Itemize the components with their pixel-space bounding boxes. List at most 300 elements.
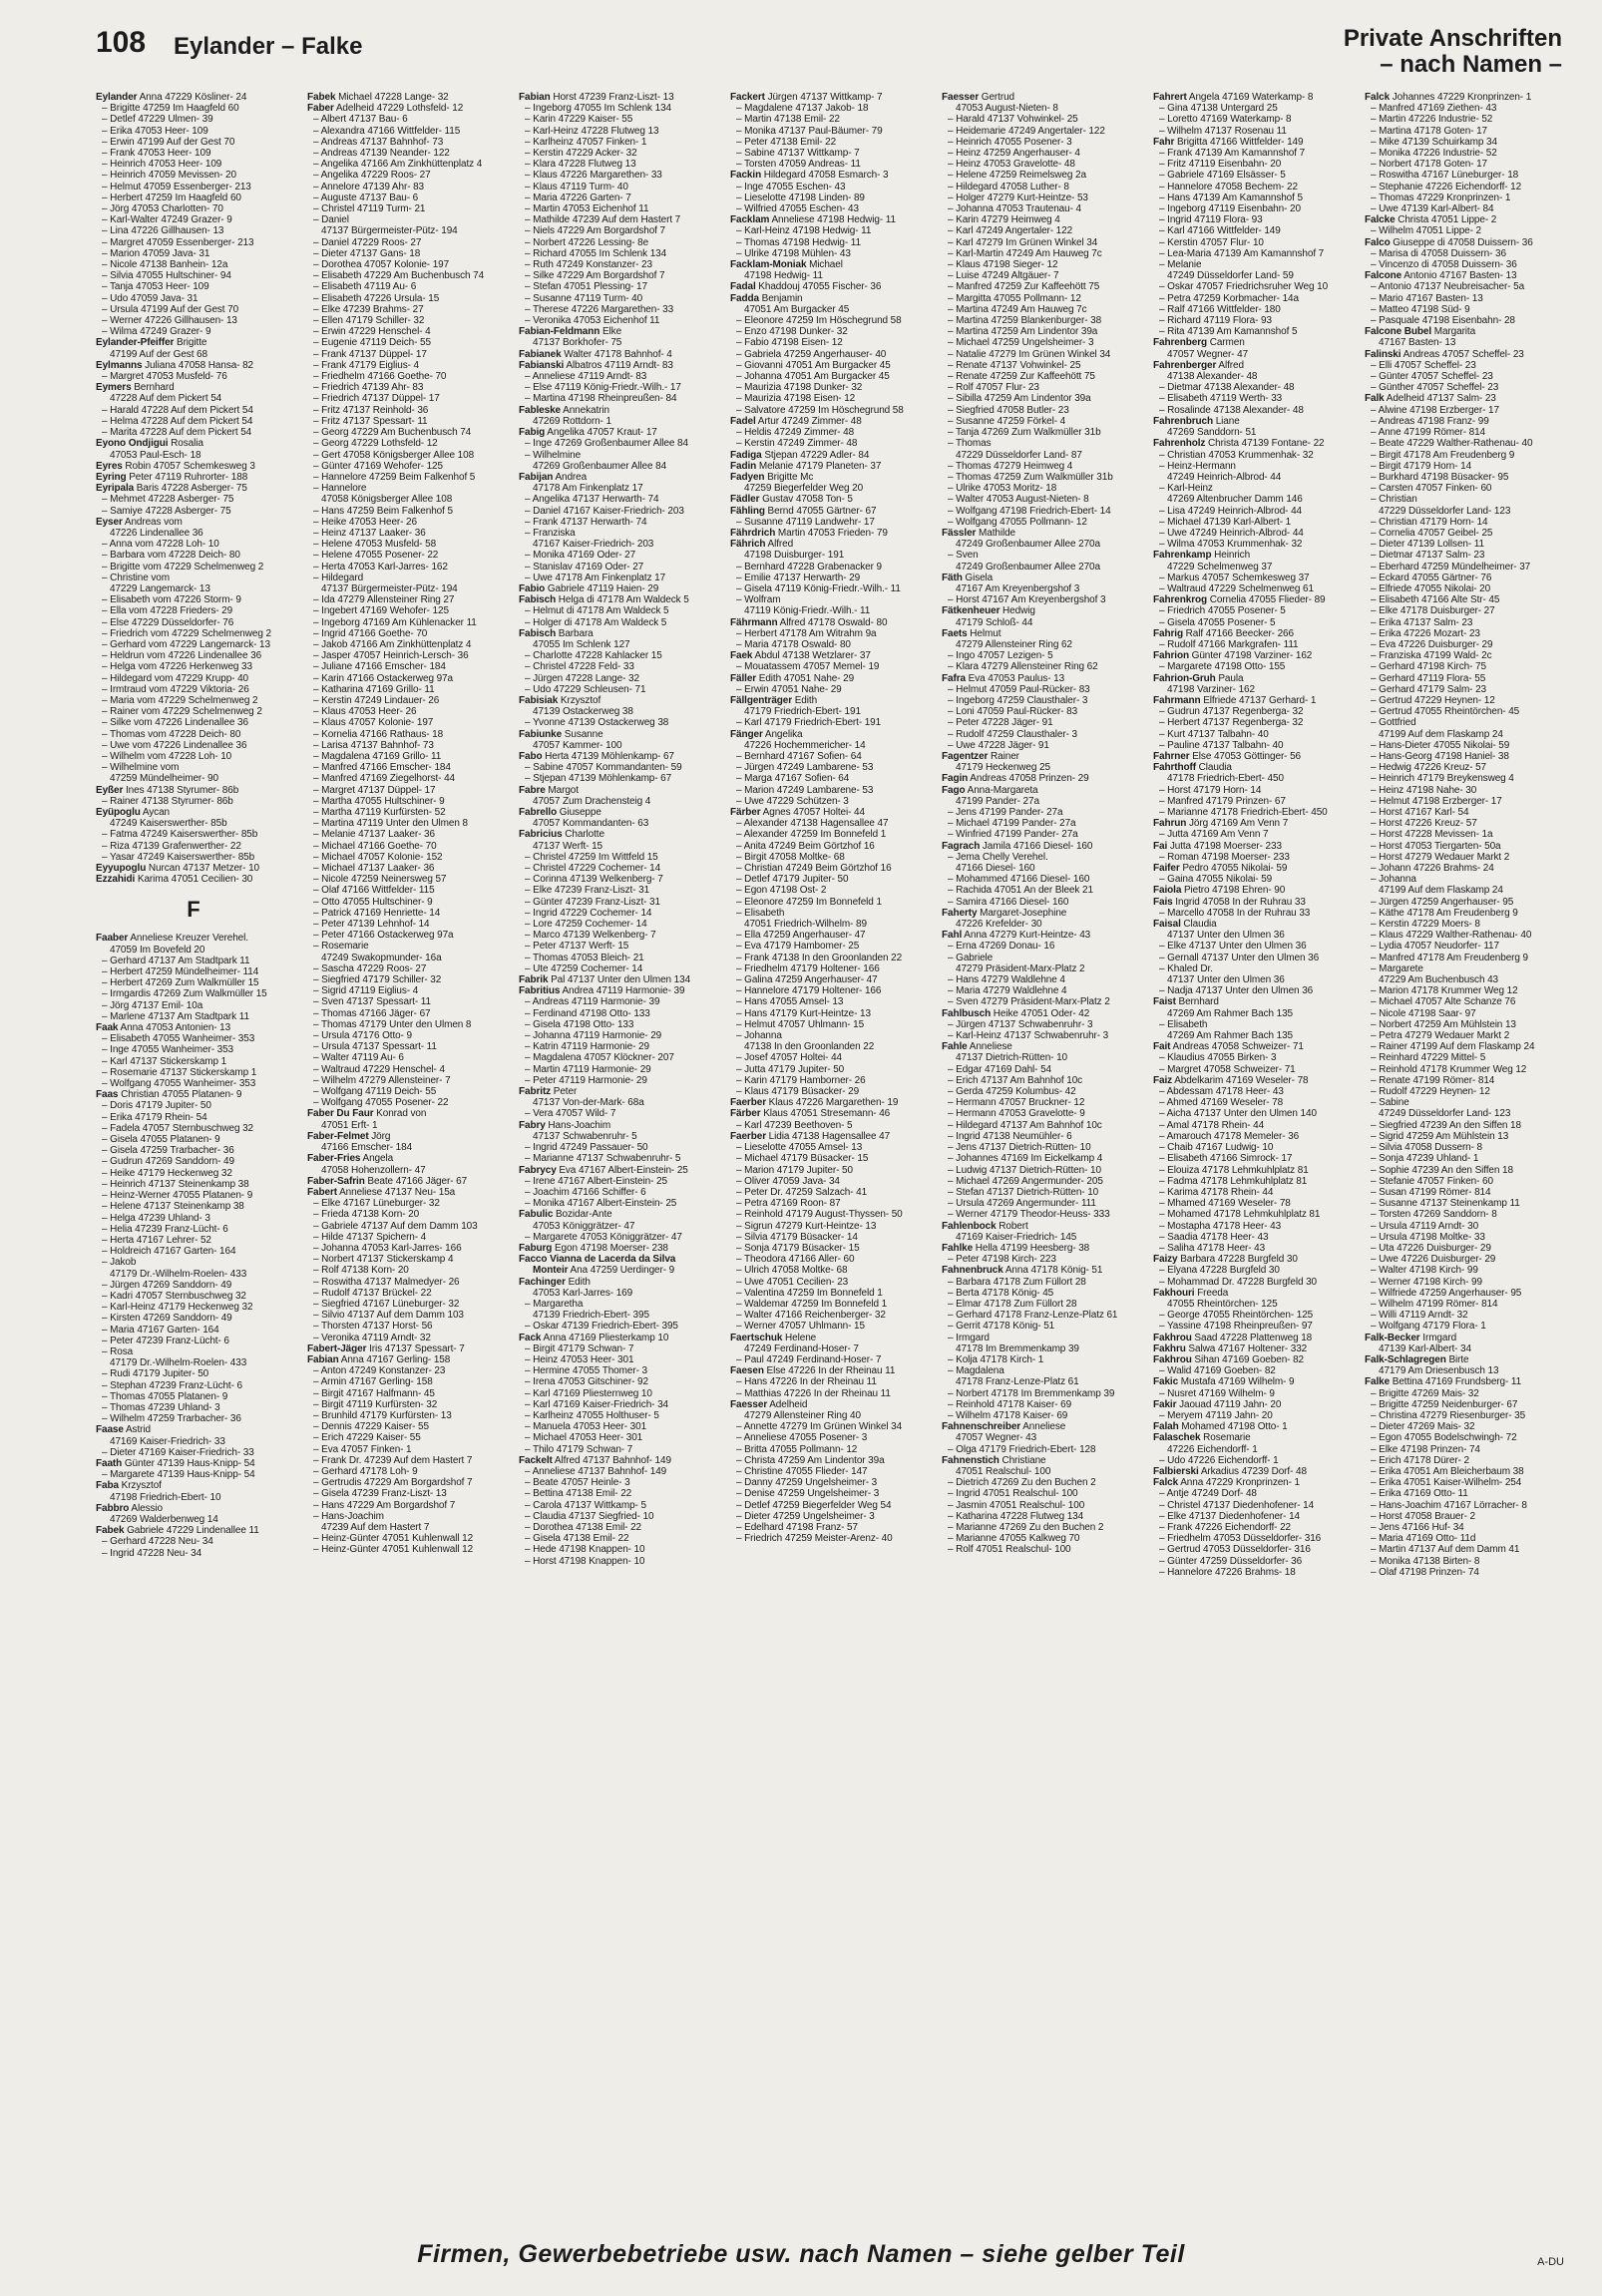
entry-details: Agnes 47057 Holtei- 44 — [760, 807, 865, 818]
listing-entry — [1365, 1153, 1568, 1164]
listing-entry — [730, 583, 926, 594]
listing-entry-surname — [730, 293, 926, 304]
entry-details: Anna-Margareta — [965, 784, 1038, 796]
listing-entry — [730, 192, 926, 203]
entry-details: 47051 Erft- 1 — [321, 1119, 378, 1131]
surname: Fakic — [1153, 1376, 1179, 1388]
listing-entry-surname — [942, 573, 1137, 583]
entry-details: – Loni 47059 Paul-Rücker- 83 — [948, 706, 1078, 718]
listing-entry — [1365, 796, 1568, 807]
entry-details: – Manfred 47169 Ziethen- 43 — [1371, 103, 1497, 115]
listing-entry — [96, 1302, 291, 1313]
entry-details: Gabriele 47229 Lindenallee 11 — [124, 1525, 259, 1537]
entry-details: – Lisa 47249 Heinrich-Albrod- 44 — [1159, 505, 1302, 517]
entry-details: – Erich 47178 Dürer- 2 — [1371, 1454, 1469, 1466]
listing-entry-surname — [519, 751, 714, 762]
entry-details: – Alwine 47198 Erzberger- 17 — [1371, 404, 1499, 416]
entry-details: – Ingrid 47138 Neumühler- 6 — [948, 1130, 1072, 1142]
listing-entry — [730, 337, 926, 348]
entry-details: 47137 Werft- 15 — [533, 840, 603, 852]
listing-entry — [1365, 1232, 1568, 1243]
entry-details: – Daniel 47229 Roos- 27 — [313, 236, 422, 248]
listing-entry — [1365, 1466, 1568, 1477]
listing-entry — [96, 695, 291, 706]
entry-details: – Rachida 47051 An der Bleek 21 — [948, 885, 1093, 897]
surname: Faiz — [1153, 1074, 1173, 1086]
entry-details: – Hans-Joachim — [313, 1510, 384, 1522]
listing-entry-continuation — [942, 1052, 1137, 1063]
entry-details: – Alexander 47259 Im Bonnefeld 1 — [736, 829, 887, 841]
listing-entry-surname — [1365, 393, 1568, 404]
listing-entry — [942, 126, 1137, 137]
entry-details: – Gertrud 47055 Rheintörchen- 45 — [1371, 706, 1520, 718]
listing-entry-continuation — [519, 740, 714, 751]
entry-details: – Dennis 47229 Kaiser- 55 — [313, 1421, 429, 1433]
entry-details: – Nadja 47137 Unter den Ulmen 36 — [1159, 985, 1314, 997]
entry-details: – Eugenie 47119 Deich- 55 — [313, 337, 431, 349]
listing-entry — [1153, 874, 1349, 885]
entry-details: 47269 Am Rahmer Bach 135 — [1167, 1030, 1294, 1042]
entry-details: – Fadela 47057 Sternbuschweg 32 — [102, 1122, 254, 1134]
listing-entry-continuation — [730, 304, 926, 315]
entry-details: – Gottfried — [1371, 717, 1416, 729]
listing-entry — [730, 639, 926, 650]
listing-entry — [1153, 829, 1349, 840]
entry-details: – Marcello 47058 In der Ruhrau 33 — [1159, 907, 1311, 919]
listing-entry-surname — [730, 695, 926, 706]
listing-entry — [519, 852, 714, 863]
listing-entry — [1365, 617, 1568, 628]
entry-details: – Rosa — [102, 1345, 134, 1357]
listing-entry — [307, 874, 503, 885]
entry-details: – Gerhard 47178 Franz-Lenze-Platz 61 — [948, 1310, 1118, 1322]
entry-details: – Elouiza 47178 Lehmkuhlplatz 81 — [1159, 1164, 1309, 1176]
entry-details: – Elisabeth 47119 Werth- 33 — [1159, 393, 1283, 405]
entry-details: Brigitte — [174, 337, 207, 349]
entry-details: – Dieter 47169 Kaiser-Friedrich- 33 — [102, 1446, 254, 1458]
listing-entry-surname — [1153, 1343, 1349, 1354]
entry-details: – Mostapha 47178 Heer- 43 — [1159, 1220, 1282, 1232]
listing-entry — [519, 1176, 714, 1187]
entry-details: – Holdreich 47167 Garten- 164 — [102, 1246, 236, 1258]
entry-details: – Antonio 47137 Neubreisacher- 5a — [1371, 281, 1525, 293]
entry-details: – Maria 47226 Garten- 7 — [525, 191, 631, 203]
entry-details: – Kerstin 47057 Flur- 10 — [1159, 236, 1264, 248]
listing-entry-surname — [96, 863, 291, 874]
entry-details: – Sophie 47239 An den Siffen 18 — [1371, 1164, 1513, 1176]
listing-entry — [1153, 740, 1349, 751]
surname: Fabian-Feldmann — [519, 326, 601, 338]
entry-details: – Ingeborg 47119 Eisenbahn- 20 — [1159, 203, 1301, 215]
entry-details: Ralf 47166 Beecker- 266 — [1182, 627, 1294, 639]
listing-entry — [519, 1052, 714, 1063]
entry-details: – Heldrun vom 47226 Lindenallee 36 — [102, 650, 262, 662]
entry-details: – Ingrid 47228 Neu- 34 — [102, 1547, 202, 1559]
listing-entry — [96, 1179, 291, 1190]
entry-details: – Theodora 47166 Aller- 60 — [736, 1254, 855, 1266]
entry-details: – Klaus 47119 Turm- 40 — [525, 181, 628, 192]
surname: Faerber — [730, 1130, 766, 1142]
entry-details: – Kirsten 47269 Sanddorn- 49 — [102, 1313, 232, 1325]
listing-entry — [942, 214, 1137, 225]
entry-details: Jutta 47198 Moerser- 233 — [1167, 840, 1282, 852]
listing-entry-continuation — [1365, 506, 1568, 517]
entry-details: – Peter 47228 Jäger- 91 — [948, 717, 1053, 729]
listing-entry-surname — [307, 1187, 503, 1198]
entry-details: – Peter 47137 Werft- 15 — [525, 941, 629, 953]
listing-entry — [519, 562, 714, 573]
entry-details: – Wolfgang 47055 Posener- 22 — [313, 1097, 449, 1109]
listing-entry-continuation — [942, 103, 1137, 114]
entry-details: – Martina 47259 Blankenburger- 38 — [948, 315, 1102, 327]
listing-entry — [942, 1511, 1137, 1522]
surname: Fabio — [519, 582, 546, 594]
listing-entry — [1365, 293, 1568, 304]
listing-entry — [1365, 1086, 1568, 1097]
entry-details: – Christine 47055 Flieder- 147 — [736, 1465, 868, 1477]
listing-entry — [307, 762, 503, 773]
entry-details: – Karl 47169 Pliesternweg 10 — [525, 1387, 652, 1399]
entry-details: – Tanja 47053 Heer- 109 — [102, 281, 209, 293]
listing-entry — [942, 1388, 1137, 1399]
listing-entry — [730, 996, 926, 1007]
entry-details: – Michael 47139 Karl-Albert- 1 — [1159, 516, 1292, 528]
entry-details: – Renate 47137 Vohwinkel- 25 — [948, 359, 1081, 371]
listing-entry-continuation — [730, 1343, 926, 1354]
listing-entry — [942, 1142, 1137, 1153]
listing-entry — [519, 1008, 714, 1019]
listing-entry — [519, 1198, 714, 1209]
entry-details: – Jens 47166 Huf- 34 — [1371, 1522, 1464, 1533]
listing-entry — [730, 1288, 926, 1299]
entry-details: – Frank Dr. 47239 Auf dem Hastert 7 — [313, 1454, 473, 1466]
entry-details: – Wilhelm 47178 Kaiser- 69 — [948, 1409, 1068, 1421]
entry-details: – Eberhard 47259 Mündelheimer- 37 — [1371, 561, 1531, 573]
surname: Fabek — [96, 1525, 125, 1537]
listing-entry — [96, 717, 291, 728]
entry-details: – Sabine 47137 Wittkamp- 7 — [736, 148, 860, 160]
listing-entry — [730, 1421, 926, 1432]
entry-details: Anneliese Kreuzer Verehel. — [128, 933, 248, 945]
entry-details: Mathilde — [976, 527, 1016, 539]
listing-entry — [1153, 1019, 1349, 1030]
entry-details: – Ursula 47176 Otto- 9 — [313, 1030, 412, 1042]
entry-details: Helmut — [967, 627, 1001, 639]
entry-details: – Peter 47139 Lehnhof- 14 — [313, 919, 430, 931]
entry-details: 47226 Hochemmericher- 14 — [744, 739, 866, 751]
entry-details: 47259 Biegerfelder Weg 20 — [744, 483, 864, 495]
listing-entry — [1153, 807, 1349, 818]
entry-details: – Wilhelm 47199 Römer- 814 — [1371, 1298, 1498, 1310]
listing-column-7 — [1365, 92, 1568, 2180]
surname: Fahrenbruch — [1153, 415, 1214, 427]
entry-details: Adelheid 47137 Salm- 23 — [1384, 393, 1496, 405]
listing-entry — [942, 1444, 1137, 1455]
listing-entry-surname — [942, 628, 1137, 639]
entry-details: Claudia — [1195, 762, 1232, 774]
listing-entry — [1365, 1254, 1568, 1265]
listing-entry — [942, 225, 1137, 236]
entry-details: 47139 Friedrich-Ebert- 395 — [533, 1310, 649, 1322]
entry-details: Artur 47249 Zimmer- 48 — [755, 415, 862, 427]
entry-details: – Frank 47053 Heer- 109 — [102, 148, 211, 160]
entry-details: – Joachim 47166 Schiffer- 6 — [525, 1186, 646, 1198]
entry-details: – Jasper 47057 Heinrich-Lersch- 36 — [313, 650, 469, 662]
entry-details: – Wolfgang 47198 Friedrich-Ebert- 14 — [948, 505, 1111, 517]
entry-details: – Rudolf 47166 Markgrafen- 111 — [1159, 638, 1299, 650]
surname: Faiola — [1153, 885, 1182, 897]
listing-entry — [1153, 405, 1349, 416]
listing-entry — [942, 203, 1137, 214]
listing-entry — [1365, 438, 1568, 449]
listing-entry-surname — [307, 103, 503, 114]
entry-details: – Christa 47259 Am Lindentor 39a — [736, 1454, 885, 1466]
listing-entry — [730, 885, 926, 896]
listing-entry — [730, 1243, 926, 1254]
listing-entry — [519, 1556, 714, 1567]
listing-entry — [1365, 573, 1568, 583]
entry-details: – Kerstin 47229 Acker- 32 — [525, 148, 637, 160]
entry-details: Herta 47139 Möhlenkamp- 67 — [542, 750, 674, 762]
entry-details: 47279 Präsident-Marx-Platz 2 — [956, 962, 1085, 974]
entry-details: – Ulrike 47198 Mühlen- 43 — [736, 247, 851, 259]
entry-details: – Veronika 47053 Eichenhof 11 — [525, 315, 660, 327]
listing-entry-continuation — [96, 945, 291, 956]
listing-entry — [307, 405, 503, 416]
surname: Fahnenschreiber — [942, 1421, 1021, 1433]
listing-entry — [1365, 919, 1568, 930]
surname: Fakhrou — [1153, 1332, 1192, 1343]
entry-details: – Friedrich 47137 Düppel- 17 — [313, 393, 440, 405]
listing-entry — [1365, 1243, 1568, 1254]
surname: Fait — [1153, 1041, 1171, 1053]
entry-details: – Ingrid 47166 Goethe- 70 — [313, 627, 428, 639]
listing-entry — [307, 1232, 503, 1243]
listing-entry — [942, 248, 1137, 259]
entry-details: – Silke vom 47226 Lindenallee 36 — [102, 717, 248, 729]
listing-entry — [96, 1078, 291, 1089]
entry-details: – Klaus 47179 Büsacker- 29 — [736, 1086, 860, 1098]
entry-details: – Magdalena 47169 Grillo- 11 — [313, 750, 442, 762]
listing-entry — [519, 1232, 714, 1243]
listing-entry — [519, 1142, 714, 1153]
entry-details: – Herbert 47259 Im Haagfeld 60 — [102, 191, 241, 203]
listing-entry — [942, 405, 1137, 416]
surname: Faisal — [1153, 919, 1181, 931]
listing-entry — [307, 996, 503, 1007]
listing-entry-surname — [96, 1424, 291, 1435]
listing-entry — [1365, 1288, 1568, 1299]
entry-details: Hedwig — [1000, 605, 1035, 617]
entry-details: – Uwe 47249 Heinrich-Albrod- 44 — [1159, 527, 1304, 539]
listing-entry — [307, 371, 503, 382]
entry-details: – Ludwig 47137 Dietrich-Rütten- 10 — [948, 1164, 1101, 1176]
listing-entry — [519, 382, 714, 393]
listing-entry-surname — [1153, 550, 1349, 561]
listing-entry — [96, 281, 291, 292]
listing-entry — [942, 393, 1137, 404]
entry-details: 47249 Heinrich-Albrod- 44 — [1167, 471, 1282, 483]
entry-details: – Peter 47166 Ostackerweg 97a — [313, 930, 454, 942]
listing-entry-surname — [1153, 438, 1349, 449]
entry-details: – Klaudius 47055 Birken- 3 — [1159, 1052, 1277, 1064]
entry-details: – Holger 47279 Kurt-Heintze- 53 — [948, 191, 1088, 203]
listing-entry — [942, 1131, 1137, 1142]
listing-entry — [96, 673, 291, 684]
entry-details: Giuseppe di 47058 Duissern- 36 — [1390, 236, 1533, 248]
entry-details: – Eckard 47055 Gärtner- 76 — [1371, 572, 1492, 583]
entry-details: – Elisabeth vom 47226 Storm- 9 — [102, 594, 241, 606]
listing-entry-surname — [1153, 1421, 1349, 1432]
listing-entry — [942, 1277, 1137, 1288]
surname: Fagin — [942, 773, 969, 785]
surname: Falk-Becker — [1365, 1332, 1420, 1343]
surname: Falbierski — [1153, 1465, 1199, 1477]
entry-details: – Maurizia 47198 Dunker- 32 — [736, 382, 863, 394]
listing-entry — [96, 1224, 291, 1235]
entry-details: – Meryem 47119 Jahn- 20 — [1159, 1409, 1273, 1421]
entry-details: – Hede 47198 Knappen- 10 — [525, 1544, 645, 1556]
listing-entry — [1365, 1477, 1568, 1488]
entry-details: – Walter 47198 Kirch- 99 — [1371, 1265, 1478, 1277]
entry-details: – Barbara 47178 Zum Füllort 28 — [948, 1276, 1086, 1288]
entry-details: – Alexandra 47166 Wittfelder- 115 — [313, 125, 461, 137]
entry-details: – Karin 47166 Ostackerweg 97a — [313, 672, 453, 684]
listing-entry-surname — [519, 985, 714, 996]
listing-entry — [1365, 450, 1568, 461]
entry-details: Anneliese 47198 Hedwig- 11 — [769, 214, 896, 226]
entry-details: – Wolfgang 47179 Flora- 1 — [1371, 1321, 1486, 1333]
listing-entry — [730, 985, 926, 996]
listing-entry — [1153, 517, 1349, 528]
entry-details: – Martin 47119 Harmonie- 29 — [525, 1063, 651, 1075]
listing-entry — [942, 729, 1137, 740]
listing-entry-continuation — [519, 539, 714, 550]
listing-entry — [1365, 1455, 1568, 1466]
listing-entry — [307, 974, 503, 985]
listing-entry — [96, 326, 291, 337]
listing-entry-continuation — [730, 483, 926, 494]
entry-details: – Martha 47055 Hultschiner- 9 — [313, 795, 445, 807]
entry-details: – Wilhelm vom 47228 Loh- 10 — [102, 750, 232, 762]
listing-entry — [942, 1299, 1137, 1310]
entry-details: – Gisela 47055 Posener- 5 — [1159, 616, 1276, 628]
entry-details: 47179 Schloß- 44 — [956, 616, 1033, 628]
entry-details: – Birgit 47179 Horn- 14 — [1371, 460, 1472, 472]
entry-details: – Peter 47119 Harmonie- 29 — [525, 1074, 647, 1086]
listing-entry — [942, 661, 1137, 672]
listing-entry — [1365, 661, 1568, 672]
entry-details: – Petra 47279 Wedauer Markt 2 — [1371, 1030, 1510, 1042]
surname: Fadyen — [730, 471, 765, 483]
listing-entry — [1365, 941, 1568, 952]
entry-details: – Karl-Heinz 47198 Hedwig- 11 — [736, 225, 872, 237]
entry-details: – Ferdinand 47198 Otto- 133 — [525, 1007, 650, 1019]
listing-entry-surname — [519, 974, 714, 985]
entry-details: Günter 47139 Haus-Knipp- 54 — [122, 1457, 255, 1469]
listing-entry — [942, 1097, 1137, 1108]
listing-entry — [1153, 1086, 1349, 1097]
listing-entry — [730, 1522, 926, 1533]
listing-entry — [942, 684, 1137, 695]
entry-details: Angelika 47057 Kraut- 17 — [545, 427, 657, 439]
listing-entry — [96, 1123, 291, 1134]
listing-entry-surname — [519, 326, 714, 337]
listing-entry — [730, 237, 926, 248]
entry-details: – Detlef 47259 Biegerfelder Weg 54 — [736, 1499, 892, 1511]
entry-details: – Winfried 47199 Pander- 27a — [948, 829, 1078, 841]
entry-details: – Gerhard 47178 Loh- 9 — [313, 1465, 418, 1477]
surname: Faak — [96, 1022, 119, 1034]
listing-entry-continuation — [942, 583, 1137, 594]
entry-details: – Christel 47259 Im Wittfeld 15 — [525, 851, 658, 863]
listing-entry-surname — [519, 1120, 714, 1131]
surname: Fakhru — [1153, 1342, 1186, 1354]
surname: Fafra — [942, 672, 966, 684]
listing-entry — [96, 956, 291, 966]
listing-entry — [307, 1466, 503, 1477]
listing-entry — [307, 293, 503, 304]
entry-details: – Johanna — [1371, 874, 1416, 886]
entry-details: – Helmut 47059 Paul-Rücker- 83 — [948, 683, 1090, 695]
entry-details: – Roman 47198 Moerser- 233 — [1159, 851, 1290, 863]
surname: Eylander-Pfeiffer — [96, 337, 175, 349]
listing-entry — [730, 930, 926, 941]
listing-entry — [519, 930, 714, 941]
listing-entry — [942, 1399, 1137, 1410]
entry-details: – Dorothea 47138 Emil- 22 — [525, 1522, 642, 1533]
listing-entry-continuation — [942, 1232, 1137, 1243]
entry-details: – Jens 47137 Dietrich-Rütten- 10 — [948, 1142, 1091, 1154]
entry-details: Sihan 47169 Goeben- 82 — [1191, 1353, 1304, 1365]
entry-details: – Mehmet 47228 Asberger- 75 — [102, 494, 234, 506]
listing-entry — [942, 293, 1137, 304]
entry-details: Alfred 47178 Oswald- 80 — [777, 616, 888, 628]
listing-entry — [307, 919, 503, 930]
entry-details: – Dieter 47259 Ungelsheimer- 3 — [736, 1510, 875, 1522]
listing-entry-surname — [730, 506, 926, 517]
entry-details: Benjamin — [758, 292, 803, 304]
listing-entry — [307, 897, 503, 908]
listing-entry — [1365, 650, 1568, 661]
entry-details: – Samiye 47228 Asberger- 75 — [102, 505, 231, 517]
listing-entry-continuation — [1153, 472, 1349, 483]
listing-entry — [96, 1391, 291, 1402]
entry-details: – Michael 47259 Ungelsheimer- 3 — [948, 337, 1094, 349]
entry-details: – Monika 47137 Paul-Bäumer- 79 — [736, 125, 883, 137]
entry-details: – Magdalene 47137 Jakob- 18 — [736, 103, 869, 115]
listing-entry — [307, 1444, 503, 1455]
listing-entry-surname — [96, 785, 291, 796]
entry-details: – Christine vom — [102, 572, 170, 583]
surname: Faber — [307, 103, 334, 115]
listing-entry — [96, 1325, 291, 1336]
listing-entry — [307, 1030, 503, 1041]
entry-details: – Martha 47119 Kurfürsten- 52 — [313, 807, 446, 818]
entry-details: – Dietmar 47138 Alexander- 48 — [1159, 382, 1295, 394]
entry-details: – Thomas 47229 Kronprinzen- 1 — [1371, 191, 1511, 203]
listing-entry — [730, 1310, 926, 1321]
listing-entry — [942, 182, 1137, 192]
listing-entry — [942, 1209, 1137, 1220]
listing-entry-continuation — [1153, 1030, 1349, 1041]
entry-details: 47226 Krefelder- 30 — [956, 919, 1042, 931]
listing-entry-continuation — [730, 1410, 926, 1421]
entry-details: Ines 47138 Styrumer- 86b — [123, 784, 239, 796]
surname: Fänger — [730, 728, 763, 740]
entry-details: – Manfred 47259 Zur Kaffeehött 75 — [948, 281, 1100, 293]
entry-details: 47137 Borkhofer- 75 — [533, 337, 622, 349]
